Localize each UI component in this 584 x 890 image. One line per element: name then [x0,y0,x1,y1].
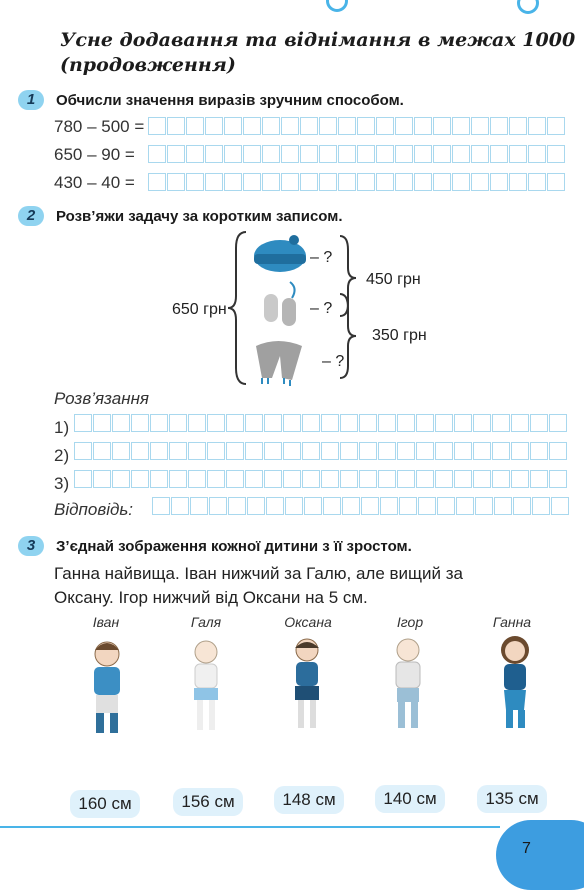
answer-cell[interactable] [513,497,531,515]
answer-cell[interactable] [530,414,548,432]
answer-cell[interactable] [262,145,280,163]
answer-cell[interactable] [490,145,508,163]
answer-cell[interactable] [433,117,451,135]
child-name-ivan: Іван [92,614,120,630]
answer-cell[interactable] [532,497,550,515]
answer-cell[interactable] [435,470,453,488]
height-option-4[interactable]: 140 см [375,785,445,813]
child-name-ihor: Ігор [396,614,424,630]
answer-cell[interactable] [243,145,261,163]
task1-expression-1: 780 – 500 = [54,117,145,136]
task1-expression-2: 650 – 90 = [54,145,135,164]
answer-cell[interactable] [418,497,436,515]
answer-cell[interactable] [319,173,337,191]
answer-cell[interactable] [321,414,339,432]
answer-cell[interactable] [285,497,303,515]
task2-step-1-label: 1) [54,418,70,437]
answer-cell[interactable] [511,470,529,488]
answer-cell[interactable] [205,173,223,191]
task3-number-badge: 3 [18,536,44,556]
task2-sum-lower: 350 грн [372,327,427,344]
answer-cell[interactable] [186,145,204,163]
task2-step-3-label: 3) [54,474,70,493]
answer-cell[interactable] [397,442,415,460]
task3-story-line2: Оксану. Ігор нижчий від Оксани на 5 см. [54,588,368,607]
answer-cell[interactable] [511,442,529,460]
answer-cell[interactable] [169,442,187,460]
task2-answer-label: Відповідь: [54,500,134,519]
answer-cell[interactable] [357,173,375,191]
answer-cell[interactable] [359,414,377,432]
child-hanna-icon[interactable] [490,634,540,730]
child-halia-icon[interactable] [186,638,226,734]
answer-cell[interactable] [300,173,318,191]
answer-cell[interactable] [323,497,341,515]
answer-cell[interactable] [205,117,223,135]
answer-cell[interactable] [494,497,512,515]
answer-cell[interactable] [264,470,282,488]
child-ihor-icon[interactable] [386,636,430,732]
answer-cell[interactable] [321,442,339,460]
answer-cell[interactable] [378,442,396,460]
answer-cell[interactable] [397,414,415,432]
top-circle-left-icon [326,0,348,12]
answer-cell[interactable] [247,497,265,515]
answer-cell[interactable] [380,497,398,515]
answer-cell[interactable] [399,497,417,515]
answer-cell[interactable] [378,470,396,488]
answer-cell[interactable] [171,497,189,515]
task2-step-1-grid[interactable] [74,414,568,432]
task2-solution-label: Розв’язання [54,389,150,408]
task1-number-badge: 1 [18,90,44,110]
hat-icon [254,235,306,272]
answer-cell[interactable] [283,414,301,432]
answer-cell[interactable] [148,117,166,135]
answer-cell[interactable] [264,442,282,460]
page-title-line1: Усне додавання та віднімання в межах 1000 [60,29,576,51]
answer-cell[interactable] [357,117,375,135]
answer-cell[interactable] [207,414,225,432]
top-circle-right-icon [517,0,539,14]
answer-cell[interactable] [302,442,320,460]
answer-cell[interactable] [473,470,491,488]
answer-cell[interactable] [264,414,282,432]
answer-cell[interactable] [376,145,394,163]
task3-story [54,562,463,610]
answer-cell[interactable] [471,145,489,163]
bottom-divider [0,826,500,828]
answer-cell[interactable] [150,442,168,460]
answer-cell[interactable] [395,173,413,191]
task1-expression-3: 430 – 40 = [54,173,135,192]
task2-question-2: – ? [310,300,333,317]
answer-cell[interactable] [93,470,111,488]
task3-instruction: З’єднай зображення кожної дитини з її зростом. [56,538,412,555]
answer-cell[interactable] [150,414,168,432]
child-name-halia: Галя [190,614,222,630]
answer-cell[interactable] [207,442,225,460]
answer-cell[interactable] [281,145,299,163]
answer-cell[interactable] [361,497,379,515]
answer-cell[interactable] [456,497,474,515]
answer-cell[interactable] [245,414,263,432]
task1-answer-grid-1[interactable] [148,117,566,135]
answer-cell[interactable] [342,497,360,515]
answer-cell[interactable] [186,117,204,135]
answer-cell[interactable] [435,442,453,460]
answer-cell[interactable] [454,414,472,432]
answer-cell[interactable] [243,117,261,135]
answer-cell[interactable] [435,414,453,432]
answer-cell[interactable] [152,497,170,515]
answer-cell[interactable] [226,414,244,432]
answer-cell[interactable] [93,414,111,432]
answer-cell[interactable] [395,117,413,135]
left-brace-icon [228,232,246,384]
answer-cell[interactable] [416,470,434,488]
answer-cell[interactable] [338,145,356,163]
answer-cell[interactable] [190,497,208,515]
answer-cell[interactable] [243,173,261,191]
answer-cell[interactable] [338,117,356,135]
task2-question-1: – ? [310,249,333,266]
answer-cell[interactable] [378,414,396,432]
answer-cell[interactable] [359,470,377,488]
answer-cell[interactable] [74,414,92,432]
answer-cell[interactable] [490,117,508,135]
answer-cell[interactable] [452,173,470,191]
answer-cell[interactable] [281,173,299,191]
answer-cell[interactable] [150,470,168,488]
answer-cell[interactable] [226,442,244,460]
task2-total-price: 650 грн [172,301,227,318]
answer-cell[interactable] [437,497,455,515]
answer-cell[interactable] [530,442,548,460]
answer-cell[interactable] [395,145,413,163]
answer-cell[interactable] [226,470,244,488]
answer-cell[interactable] [112,414,130,432]
task3-story-line1: Ганна найвища. Іван нижчий за Галю, але вищий за [54,564,464,583]
answer-cell[interactable] [547,145,565,163]
answer-cell[interactable] [262,117,280,135]
answer-cell[interactable] [530,470,548,488]
answer-cell[interactable] [414,173,432,191]
answer-cell[interactable] [245,442,263,460]
answer-cell[interactable] [319,145,337,163]
answer-cell[interactable] [169,470,187,488]
answer-cell[interactable] [528,145,546,163]
answer-cell[interactable] [281,117,299,135]
task2-answer-grid[interactable] [152,497,570,515]
answer-cell[interactable] [454,442,472,460]
answer-cell[interactable] [74,470,92,488]
answer-cell[interactable] [547,117,565,135]
answer-cell[interactable] [319,117,337,135]
answer-cell[interactable] [224,173,242,191]
task2-step-3-grid[interactable] [74,470,568,488]
answer-cell[interactable] [112,470,130,488]
answer-cell[interactable] [188,414,206,432]
answer-cell[interactable] [397,470,415,488]
answer-cell[interactable] [492,470,510,488]
answer-cell[interactable] [376,173,394,191]
child-name-oksana: Оксана [284,614,332,630]
answer-cell[interactable] [549,470,567,488]
answer-cell[interactable] [340,442,358,460]
answer-cell[interactable] [131,442,149,460]
answer-cell[interactable] [131,414,149,432]
task2-step-2-label: 2) [54,446,70,465]
answer-cell[interactable] [167,145,185,163]
height-option-2[interactable]: 156 см [173,788,243,816]
task2-step-2-grid[interactable] [74,442,568,460]
answer-cell[interactable] [509,117,527,135]
page-number: 7 [522,840,531,857]
height-option-3[interactable]: 148 см [274,786,344,814]
task2-number-badge: 2 [18,206,44,226]
answer-cell[interactable] [549,442,567,460]
answer-cell[interactable] [283,442,301,460]
task2-question-3: – ? [322,353,345,370]
answer-cell[interactable] [471,117,489,135]
answer-cell[interactable] [473,442,491,460]
answer-cell[interactable] [266,497,284,515]
mittens-icon [264,282,296,326]
answer-cell[interactable] [454,470,472,488]
height-option-1[interactable]: 160 см [70,790,140,818]
answer-cell[interactable] [93,442,111,460]
answer-cell[interactable] [357,145,375,163]
answer-cell[interactable] [207,470,225,488]
answer-cell[interactable] [473,414,491,432]
answer-cell[interactable] [148,173,166,191]
answer-cell[interactable] [340,414,358,432]
answer-cell[interactable] [205,145,223,163]
answer-cell[interactable] [490,173,508,191]
answer-cell[interactable] [167,117,185,135]
answer-cell[interactable] [509,173,527,191]
answer-cell[interactable] [475,497,493,515]
answer-cell[interactable] [338,173,356,191]
answer-cell[interactable] [492,442,510,460]
answer-cell[interactable] [321,470,339,488]
answer-cell[interactable] [340,470,358,488]
task1-answer-grid-2[interactable] [148,145,566,163]
answer-cell[interactable] [131,470,149,488]
answer-cell[interactable] [359,442,377,460]
page-title-line2: (продовження) [60,54,236,76]
answer-cell[interactable] [302,414,320,432]
answer-cell[interactable] [112,442,130,460]
answer-cell[interactable] [471,173,489,191]
child-ivan-icon[interactable] [84,640,130,736]
answer-cell[interactable] [224,145,242,163]
answer-cell[interactable] [416,442,434,460]
page-title [60,28,575,78]
answer-cell[interactable] [209,497,227,515]
answer-cell[interactable] [188,470,206,488]
answer-cell[interactable] [433,173,451,191]
task2-sum-upper: 450 грн [366,271,421,288]
answer-cell[interactable] [300,117,318,135]
answer-cell[interactable] [304,497,322,515]
height-option-5[interactable]: 135 см [477,785,547,813]
answer-cell[interactable] [169,414,187,432]
task1-answer-grid-3[interactable] [148,173,566,191]
answer-cell[interactable] [414,117,432,135]
page-number-bubble [496,820,584,890]
task2-instruction: Розв’яжи задачу за коротким записом. [56,208,343,225]
task2-brace-diagram [228,228,368,388]
answer-cell[interactable] [228,497,246,515]
answer-cell[interactable] [511,414,529,432]
answer-cell[interactable] [547,173,565,191]
answer-cell[interactable] [283,470,301,488]
answer-cell[interactable] [551,497,569,515]
answer-cell[interactable] [452,117,470,135]
answer-cell[interactable] [148,145,166,163]
answer-cell[interactable] [509,145,527,163]
answer-cell[interactable] [376,117,394,135]
answer-cell[interactable] [186,173,204,191]
answer-cell[interactable] [300,145,318,163]
answer-cell[interactable] [188,442,206,460]
scarf-icon [256,341,302,386]
answer-cell[interactable] [528,173,546,191]
answer-cell[interactable] [224,117,242,135]
child-oksana-icon[interactable] [286,636,328,732]
answer-cell[interactable] [433,145,451,163]
child-name-hanna: Ганна [492,614,532,630]
answer-cell[interactable] [167,173,185,191]
answer-cell[interactable] [74,442,92,460]
answer-cell[interactable] [528,117,546,135]
answer-cell[interactable] [416,414,434,432]
answer-cell[interactable] [245,470,263,488]
task1-instruction: Обчисли значення виразів зручним способом. [56,92,404,109]
answer-cell[interactable] [452,145,470,163]
answer-cell[interactable] [414,145,432,163]
answer-cell[interactable] [262,173,280,191]
answer-cell[interactable] [492,414,510,432]
answer-cell[interactable] [549,414,567,432]
answer-cell[interactable] [302,470,320,488]
